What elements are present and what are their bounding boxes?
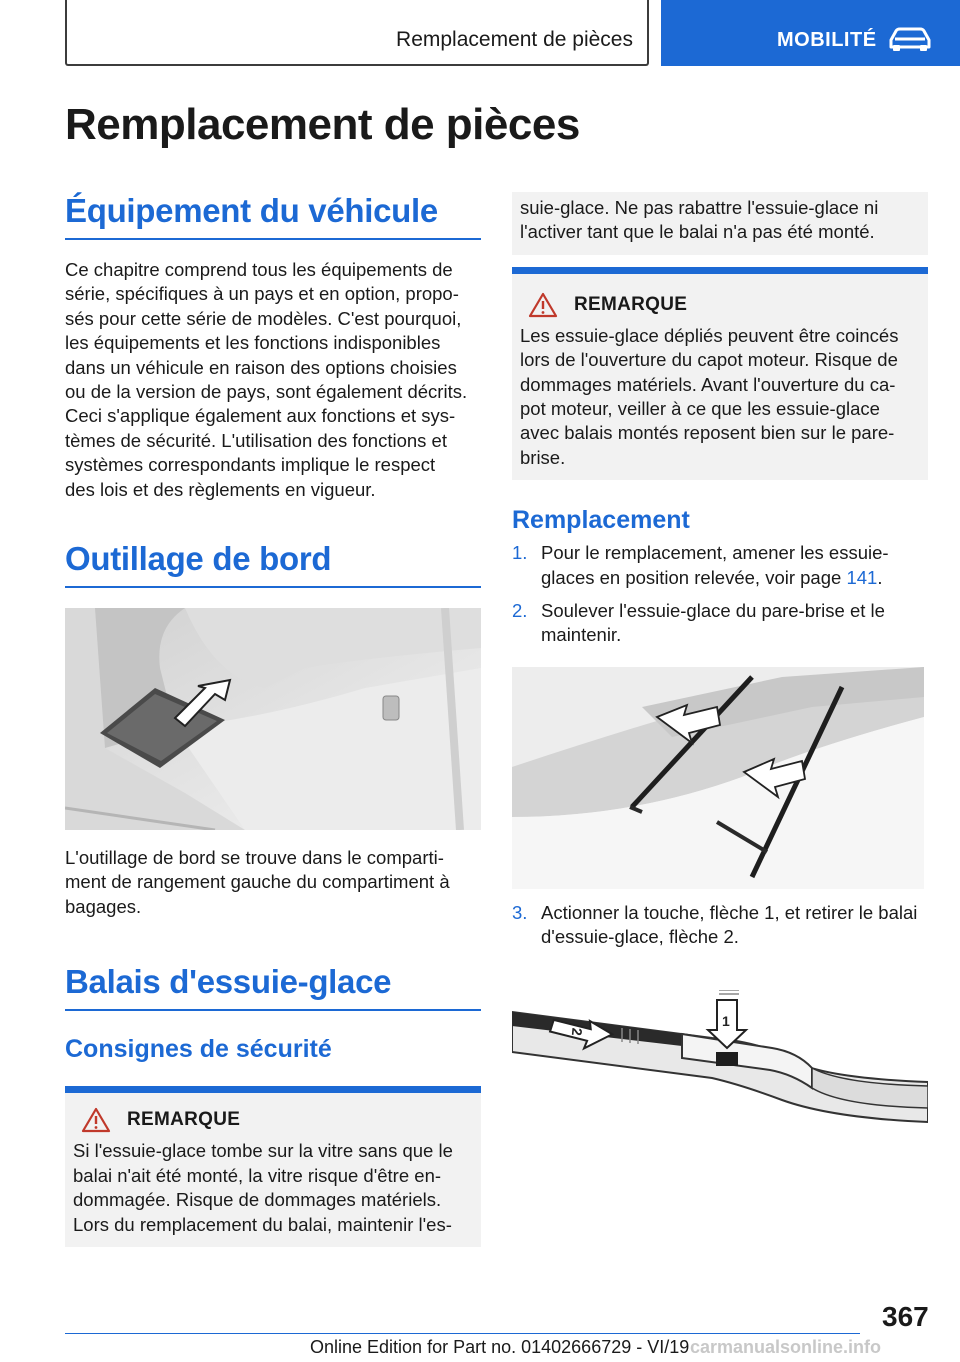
text-line: dommages matériels. Avant l'ouverture du ca- [520,373,896,395]
page-title: Remplacement de pièces [65,100,580,149]
arrow-label-2: 2 [568,1026,586,1037]
heading-rule [65,238,481,240]
heading-equipement: Équipement du véhicule [65,192,438,229]
text-line: tèmes de sécurité. L'utilisation des fonctions et [65,429,447,451]
text-line: les équipements et les fonctions indisponibles [65,332,441,354]
note-title: REMARQUE [127,1109,241,1131]
footer-rule [65,1333,860,1334]
footer-watermark: carmanualsonline.info [690,1337,882,1357]
text-line: dans un véhicule en raison des options choisies [65,356,457,378]
warning-note-1-continued [512,192,928,255]
wiper-release-diagram [512,990,928,1190]
text-line: Les essuie-glace dépliés peuvent être coincés [520,324,899,346]
right-column [512,192,928,1190]
text-line: balai n'ait été monté, la vitre risque d'être en- [73,1164,442,1186]
trunk-toolkit-illustration [65,608,481,830]
text-fragment: glaces en position relevée, voir page [541,566,847,588]
text-line: L'outillage de bord se trouve dans le comparti- [65,847,444,869]
text-line: Actionner la touche, flèche 1, et retirer le balai [541,901,918,923]
step-number: 1. [512,542,528,564]
heading-rule [65,586,481,588]
text-line: Ceci s'applique également aux fonctions et sys- [65,405,456,427]
header-chapter-label: MOBILITÉ [777,29,877,51]
header-section-box [65,0,649,66]
text-line: Ce chapitre comprend tous les équipements de [65,259,453,280]
note-bar [65,1086,481,1093]
text-line: l'activer tant que le balai n'a pas été monté. [520,221,875,243]
step-item [512,541,928,590]
note-bar [512,267,928,274]
text-line: d'essuie-glace, flèche 2. [541,926,739,948]
text-line: Soulever l'essuie-glace du pare-brise et le [541,600,885,622]
text-line: systèmes correspondants implique le respect [65,454,436,476]
text-line: ou de la version de pays, sont également décrits. [65,381,468,403]
footer-edition: Online Edition for Part no. 01402666729 - VI/19 [310,1337,690,1357]
warning-icon [528,292,558,318]
text-line: des lois et des règlements en vigueur. [65,478,376,500]
text-line: Pour le remplacement, amener les essuie- [541,542,889,564]
text-fragment: . [877,566,883,588]
page-link[interactable]: 141 [846,566,878,588]
text-line: ment de rangement gauche du compartiment à [65,871,450,893]
heading-outillage: Outillage de bord [65,540,332,578]
car-icon [887,26,933,52]
text-line: dommagée. Risque de dommages matériels. [73,1189,442,1211]
caption-outillage [65,846,481,919]
text-line: Si l'essuie-glace tombe sur la vitre sans que le [73,1140,453,1162]
arrow-label-1: 1 [722,1012,730,1029]
text-line: bagages. [65,895,142,917]
header-section-title: Remplacement de pièces [396,28,633,51]
text-line: série, spécifiques à un pays et en option, propo- [65,283,459,305]
step-number: 2. [512,600,528,622]
text-line: brise. [520,446,566,468]
text-line: avec balais montés reposent bien sur le pare- [520,422,895,444]
text-line [541,566,889,590]
step-item [512,901,928,950]
step-number: 3. [512,901,528,923]
warning-note-2 [512,267,928,480]
steps-list [512,901,928,950]
paragraph-equipement [65,258,481,502]
text-line: Lors du remplacement du balai, maintenir l'es- [73,1213,452,1235]
text-line: sés pour cette série de modèles. C'est pourquoi, [65,307,462,329]
page-number: 367 [882,1301,929,1332]
text-line: pot moteur, veiller à ce que les essuie-glace [520,398,880,420]
header-chapter-tab[interactable] [661,0,960,66]
text-line: suie-glace. Ne pas rabattre l'essuie-glace ni [520,197,879,218]
text-line: lors de l'ouverture du capot moteur. Risque de [520,349,898,371]
steps-list [512,541,928,648]
wiper-raised-illustration [512,667,924,889]
text-line: maintenir. [541,624,622,646]
heading-consignes: Consignes de sécurité [65,1035,332,1064]
heading-rule [65,1009,481,1011]
heading-remplacement: Remplacement [512,506,690,535]
warning-icon [81,1107,111,1133]
left-column [65,192,481,1247]
warning-note-1 [65,1086,481,1247]
heading-balais: Balais d'essuie-glace [65,963,392,1001]
note-title: REMARQUE [574,293,688,315]
step-item [512,599,928,648]
